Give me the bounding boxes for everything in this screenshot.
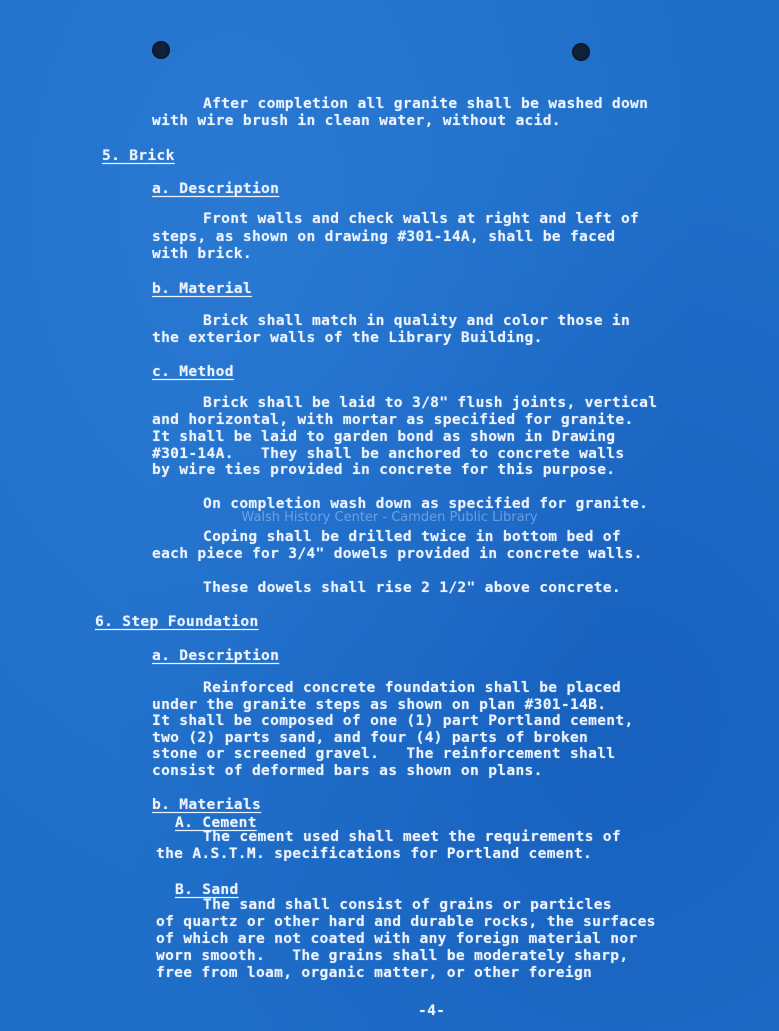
watermark: Walsh History Center - Camden Public Library <box>241 510 538 525</box>
s5b-line-2: the exterior walls of the Library Building. <box>152 329 543 346</box>
punch-hole-right <box>572 43 590 61</box>
section-5c-heading: c. Method <box>152 363 234 380</box>
s5c-dowels: These dowels shall rise 2 1/2" above concrete. <box>203 579 621 596</box>
s6a-line-2: under the granite steps as shown on plan #301-14B. <box>152 696 607 713</box>
s6a-line-6: consist of deformed bars as shown on plans. <box>152 762 543 779</box>
s6bA-line-1: The cement used shall meet the requirements of <box>203 828 621 845</box>
s6a-line-5: stone or screened gravel. The reinforcement shall <box>152 745 616 762</box>
s6bB-line-3: of which are not coated with any foreign material nor <box>156 930 638 947</box>
s6bB-line-5: free from loam, organic matter, or other foreign <box>156 964 593 981</box>
s5a-line-3: with brick. <box>152 245 252 262</box>
s5c-line-4: #301-14A. They shall be anchored to concrete walls <box>152 445 625 462</box>
section-5b-heading: b. Material <box>152 280 252 297</box>
s5c-line-5: by wire ties provided in concrete for this purpose. <box>152 461 616 478</box>
granite-wash-line-1: After completion all granite shall be washed down <box>203 95 649 112</box>
section-5-heading: 5. Brick <box>102 147 175 164</box>
s6bB-line-4: worn smooth. The grains shall be moderately sharp, <box>156 947 629 964</box>
s5b-line-1: Brick shall match in quality and color those in <box>203 312 631 329</box>
granite-wash-line-2: with wire brush in clean water, without acid. <box>152 112 561 129</box>
s5c-line-3: It shall be laid to garden bond as shown in Drawing <box>152 428 616 445</box>
s6bB-line-1: The sand shall consist of grains or particles <box>203 896 612 913</box>
s5c-coping-2: each piece for 3/4" dowels provided in concrete walls. <box>152 545 643 562</box>
punch-hole-left <box>152 41 170 59</box>
s6a-line-3: It shall be composed of one (1) part Portland cement, <box>152 712 634 729</box>
section-6a-heading: a. Description <box>152 647 280 664</box>
section-6b-B-heading: B. Sand <box>175 881 239 898</box>
s6bA-line-2: the A.S.T.M. specifications for Portland cement. <box>156 845 593 862</box>
s5c-completion: On completion wash down as specified for granite. <box>203 495 649 512</box>
section-6b-heading: b. Materials <box>152 796 262 813</box>
s5c-line-2: and horizontal, with mortar as specified for granite. <box>152 411 634 428</box>
s6a-line-1: Reinforced concrete foundation shall be placed <box>203 679 621 696</box>
s6bB-line-2: of quartz or other hard and durable rocks, the surfaces <box>156 913 656 930</box>
s5c-coping-1: Coping shall be drilled twice in bottom bed of <box>203 528 621 545</box>
section-6b-A-heading: A. Cement <box>175 814 257 831</box>
s5a-line-1: Front walls and check walls at right and left of <box>203 210 640 227</box>
s5c-line-1: Brick shall be laid to 3/8" flush joints, vertical <box>203 394 658 411</box>
s6a-line-4: two (2) parts sand, and four (4) parts of broken <box>152 729 589 746</box>
s5a-line-2: steps, as shown on drawing #301-14A, shall be faced <box>152 228 616 245</box>
page-number: -4- <box>418 1002 446 1019</box>
section-5a-heading: a. Description <box>152 180 280 197</box>
section-6-heading: 6. Step Foundation <box>95 613 259 630</box>
